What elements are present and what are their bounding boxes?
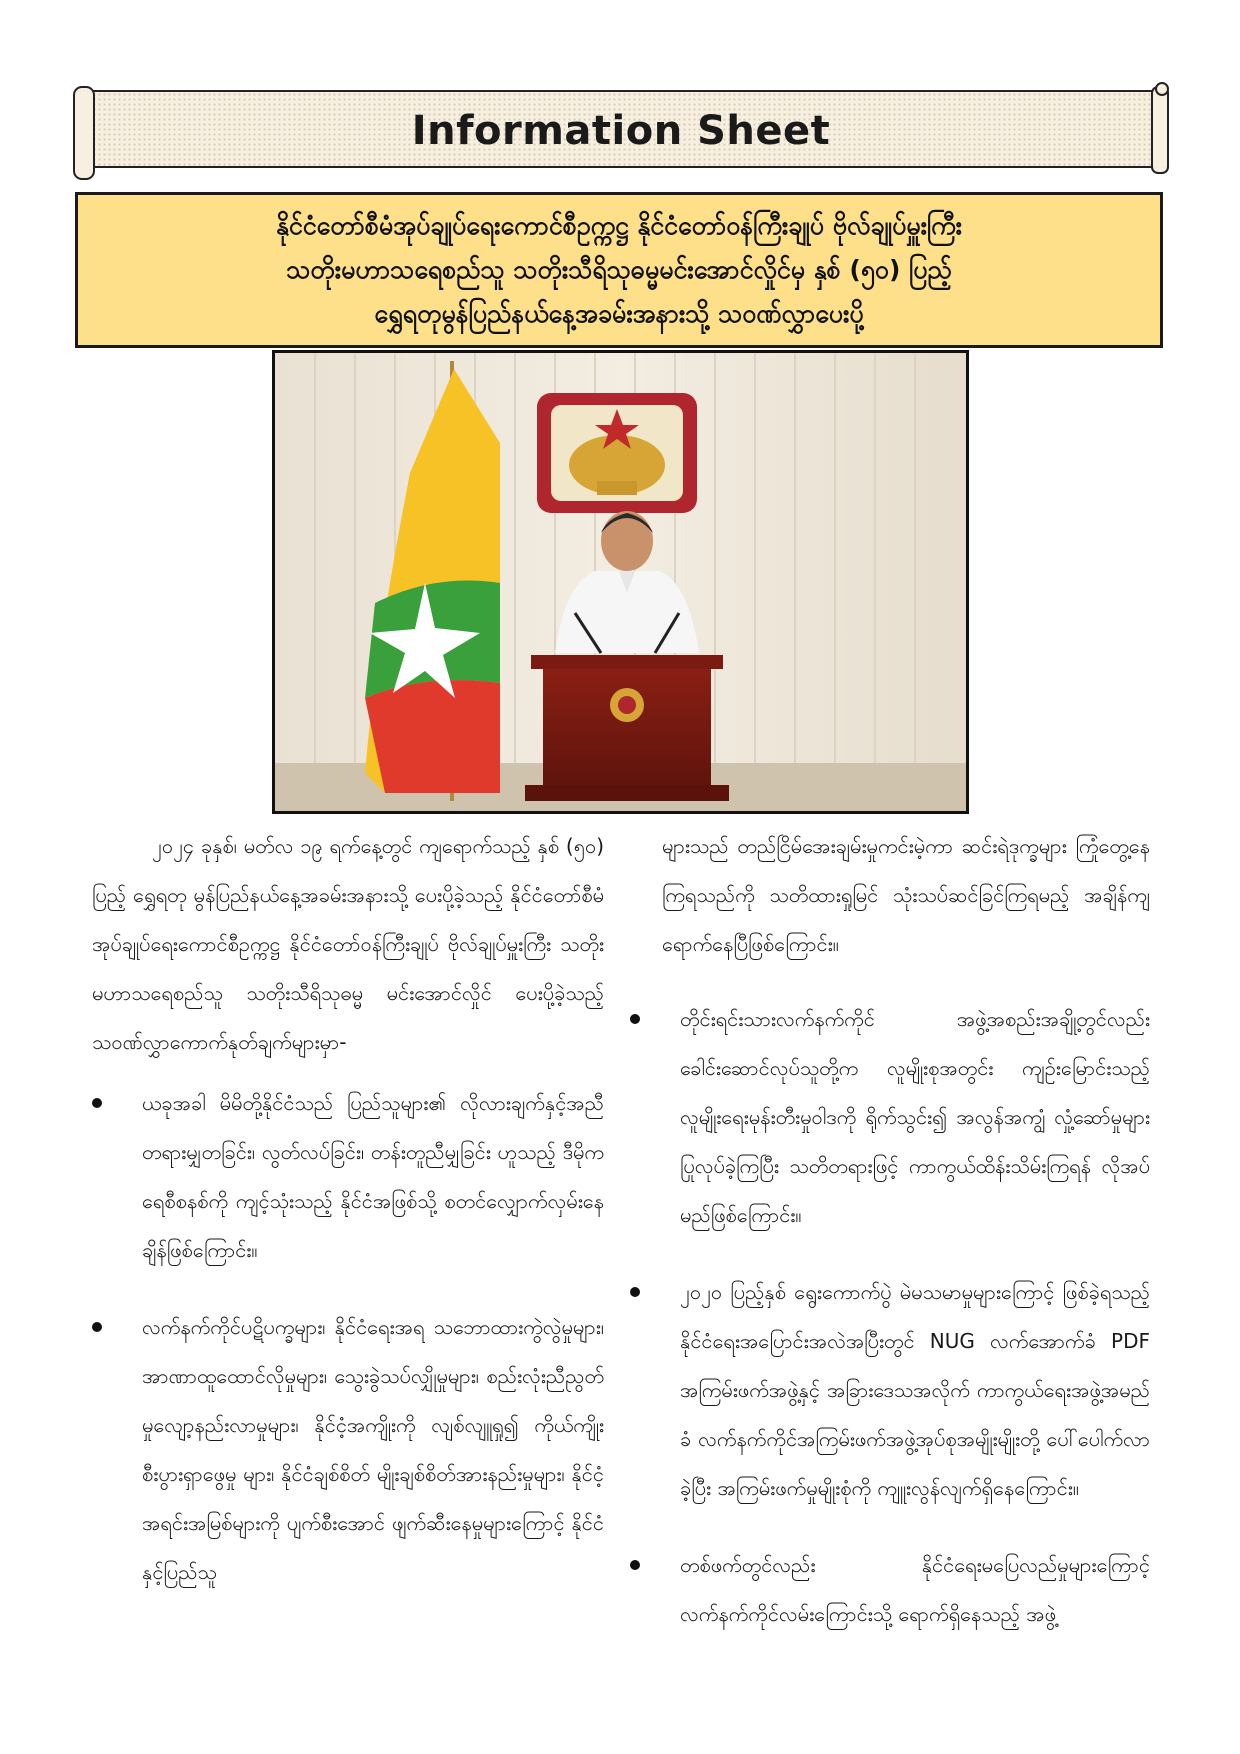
bullet-dot-icon: [630, 1014, 640, 1024]
bullet-item: [92, 1303, 604, 1597]
bullet-item: [630, 1268, 1150, 1513]
bullet-dot-icon: [630, 1287, 640, 1297]
bullet-dot-icon: [630, 1560, 640, 1570]
bullet-text: ယခုအခါ မိမိတို့နိုင်ငံသည် ပြည်သူများ၏ လိုလားချက်နှင့်အညီ တရားမျှတခြင်း၊ လွတ်လပ်ခြင်း၊ တန်းတူညီမျှခြင်း ဟူသည့် ဒီမိုကရေစီစနစ်ကို ကျင့်သုံးသည့် နိုင်ငံအဖြစ်သို့ စတင်လျှောက်လှမ်းနေချိန်ဖြစ်ကြောင်း။: [142, 1091, 604, 1262]
bullet-text: လက်နက်ကိုင်ပဋိပက္ခများ၊ နိုင်ငံရေးအရ သဘောထားကွဲလွဲမှုများ၊ အာဏာထူထောင်လိုမှုများ၊ သွေးခွဲသပ်လျှိုမှုများ၊ စည်းလုံးညီညွတ်မှုလျော့နည်းလာမှုများ၊ နိုင်ငံ့အကျိုးကို လျစ်လျူရှု၍ ကိုယ်ကျိုးစီးပွားရှာဖွေမှု များ၊ နိုင်ငံချစ်စိတ် မျိုးချစ်စိတ်အားနည်းမှုများ၊ နိုင်ငံ့အရင်းအမြစ်များကို ပျက်စီးအောင် ဖျက်ဆီးနေမှုများကြောင့် နိုင်ငံနှင့်ပြည်သူ: [142, 1315, 604, 1584]
intro-paragraph: ၂၀၂၄ ခုနှစ်၊ မတ်လ ၁၉ ရက်နေ့တွင် ကျရောက်သည့် နှစ် (၅၀) ပြည့် ရွှေရတု မွန်ပြည်နယ်နေ့အခမ်းအနားသို့ ပေးပို့ခဲ့သည့် နိုင်ငံတော်စီမံအုပ်ချုပ်ရေးကောင်စီဥက္ကဋ္ဌ နိုင်ငံတော်ဝန်ကြီးချုပ် ဗိုလ်ချုပ်မှူးကြီး သတိုးမဟာသရေစည်သူ သတိုးသီရိသုဓမ္မ မင်းအောင်လှိုင် ပေးပို့ခဲ့သည့် သဝဏ်လွှာကောက်နုတ်ချက်များမှာ-: [92, 834, 604, 1054]
bullet-text: တိုင်းရင်းသားလက်နက်ကိုင် အဖွဲ့အစည်းအချို့တွင်လည်း ခေါင်းဆောင်လုပ်သူတို့က လူမျိုးစုအတွင်း ကျဉ်းမြောင်းသည့် လူမျိုးရေးမုန်းတီးမှုဝါဒကို ရိုက်သွင်း၍ အလွန်အကျွံ လှုံ့ဆော်မှုများပြုလုပ်ခဲ့ကြပြီး သတိတရားဖြင့် ကာကွယ်ထိန်းသိမ်းကြရန် လိုအပ်မည်ဖြစ်ကြောင်း။: [680, 1007, 1150, 1227]
bullet-item: [92, 1079, 604, 1275]
headline-line-1: နိုင်ငံတော်စီမံအုပ်ချုပ်ရေးကောင်စီဥက္ကဋ္ဌ နိုင်ငံတော်ဝန်ကြီးချုပ် ဗိုလ်ချုပ်မှူးကြီး: [275, 211, 962, 240]
headline-line-3: ရွှေရတုမွန်ပြည်နယ်နေ့အခမ်းအနားသို့ သဝဏ်လွှာပေးပို့: [374, 299, 864, 328]
speaker-at-podium-photo: [275, 353, 966, 811]
bullet-text: တစ်ဖက်တွင်လည်း နိုင်ငံရေးမပြေလည်မှုများကြောင့် လက်နက်ကိုင်လမ်းကြောင်းသို့ ရောက်ရှိနေသည့် အဖွဲ့: [680, 1553, 1150, 1626]
bullet-text: ၂၀၂၀ ပြည့်နှစ် ရွေးကောက်ပွဲ မဲမသမာမှုများကြောင့် ဖြစ်ခဲ့ရသည့် နိုင်ငံရေးအပြောင်းအလဲအပြီးတွင် NUG လက်အောက်ခံ PDF အကြမ်းဖက်အဖွဲ့နှင့် အခြားဒေသအလိုက် ကာကွယ်ရေးအဖွဲ့အမည်ခံ လက်နက်ကိုင်အကြမ်းဖက်အဖွဲ့အုပ်စုအမျိုးမျိုးတို့ ပေါ်ပေါက်လာခဲ့ပြီး အကြမ်းဖက်မှုမျိုးစုံကို ကျူးလွန်လျက်ရှိနေကြောင်း။: [680, 1280, 1150, 1500]
headline-line-2: သတိုးမဟာသရေစည်သူ သတိုးသီရိသုဓမ္မမင်းအောင်လှိုင်မှ နှစ် (၅၀) ပြည့်: [286, 255, 952, 284]
headline-box: [75, 192, 1163, 348]
speaker-photo: [272, 350, 969, 814]
right-column: [630, 822, 1150, 1667]
banner-title: Information Sheet: [411, 108, 831, 154]
left-column: [92, 822, 604, 1625]
bullet-item: [630, 995, 1150, 1240]
info-sheet-banner: [73, 86, 1169, 176]
continuation-paragraph: များသည် တည်ငြိမ်အေးချမ်းမှုကင်းမဲ့ကာ ဆင်းရဲဒုက္ခများ ကြုံတွေ့နေကြရသည်ကို သတိထားရှုမြင် သုံးသပ်ဆင်ခြင်ကြရမည့် အချိန်ကျရောက်နေပြီဖြစ်ကြောင်း။: [662, 834, 1150, 956]
bullet-dot-icon: [92, 1322, 102, 1332]
bullet-dot-icon: [92, 1098, 102, 1108]
bullet-item: [630, 1541, 1150, 1639]
